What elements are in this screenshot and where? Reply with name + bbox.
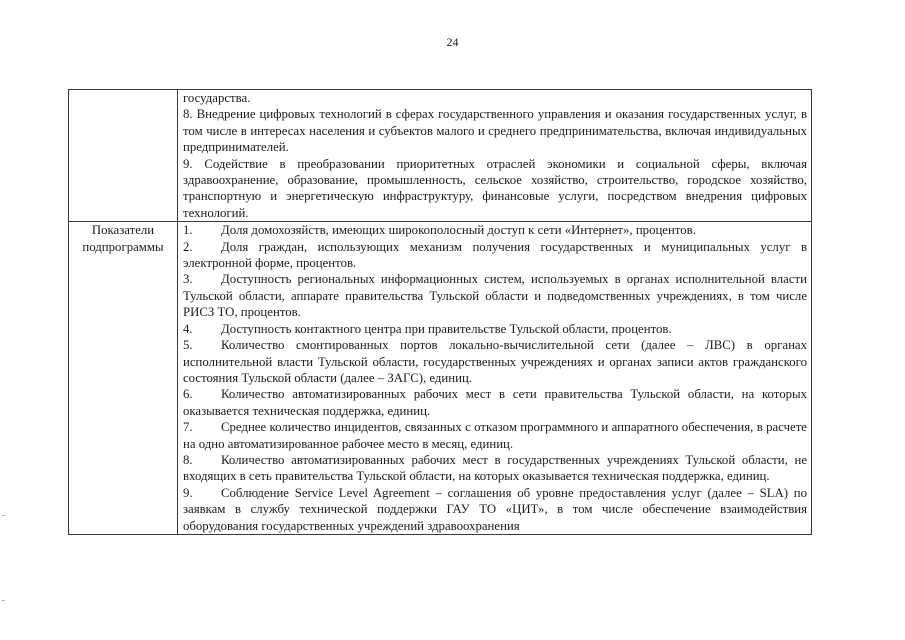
indicator-number: 6. [183,387,193,402]
indicator-number: 7. [183,420,193,435]
goal-paragraph: 8. Внедрение цифровых технологий в сферах государственного управления и оказания государственных услуг, в том числе в интересах населения и субъектов малого и среднего предпринимательства, включая индивидуальных предпринимателей. [183,107,807,155]
indicator-number: 2. [183,239,193,254]
indicator-text: Доля домохозяйств, имеющих широкополосный доступ к сети «Интернет», процентов. [221,223,696,238]
indicator-item [183,271,807,320]
indicator-number: 5. [183,338,193,353]
indicator-item [183,337,807,386]
program-passport-table [68,89,812,535]
indicator-text: Количество автоматизированных рабочих мест в государственных учреждениях Тульской области, не входящих в сеть правительства Тульской области, на которых оказывается техническая поддержка, единиц. [183,452,807,484]
indicators-row-label: Показатели подпрограммы [69,222,178,535]
page-number: 24 [446,35,459,49]
indicator-text: Количество смонтированных портов локально-вычислительной сети (далее – ЛВС) в органах исполнительной власти Тульской области, государственных учреждениях и органах записи актов гражданского состояния Тульской области (далее – ЗАГС), единиц. [183,338,807,385]
indicator-text: Доступность контактного центра при правительстве Тульской области, процентов. [221,321,672,336]
goal-paragraph: государства. [183,91,251,105]
indicator-text: Среднее количество инцидентов, связанных с отказом программного и аппаратного обеспечения, в расчете на одно автоматизированное рабочее место в месяц, единиц. [183,420,807,451]
indicator-number: 3. [183,272,193,287]
indicator-text: Доступность региональных информационных систем, используемых в органах исполнительной власти Тульской области, аппарате правительства Тульской области и подведомственных учреждениях, в том числе РИСЗ ТО, процентов. [183,272,807,320]
indicator-item [183,222,807,238]
indicator-item [183,321,807,337]
indicator-number: 1. [183,223,193,238]
scan-artifact [2,515,5,516]
indicator-item [183,485,807,534]
indicator-item [183,452,807,485]
goals-row-label [69,90,178,222]
goals-row [69,90,812,222]
goals-row-content [178,90,812,222]
indicator-item [183,419,807,452]
indicator-item [183,386,807,419]
indicator-text: Соблюдение Service Level Agreement – соглашения об уровне предоставления услуг (далее – SLA) по заявкам в службу технической поддержки ГАУ ТО «ЦИТ», в том числе обеспечение взаимодействия оборудования государственных учреждений здравоохранения [183,485,807,533]
indicator-item [183,239,807,272]
indicator-text: Количество автоматизированных рабочих мест в сети правительства Тульской области, на которых оказывается техническая поддержка, единиц. [183,387,807,418]
indicator-text: Доля граждан, использующих механизм получения государственных и муниципальных услуг в электронной форме, процентов. [183,239,807,271]
scan-artifact [2,600,5,601]
indicator-number: 9. [183,485,193,500]
indicators-row [69,222,812,535]
indicator-number: 4. [183,321,193,336]
indicator-number: 8. [183,452,193,467]
goal-paragraph: 9. Содействие в преобразовании приоритетных отраслей экономики и социальной сферы, включая здравоохранение, образование, промышленность, сельское хозяйство, строительство, городское хозяйство, транспортную и энергетическую инфраструктуру, финансовые услуги, посредством внедрения цифровых технологий. [183,156,807,220]
indicators-row-content [178,222,812,535]
